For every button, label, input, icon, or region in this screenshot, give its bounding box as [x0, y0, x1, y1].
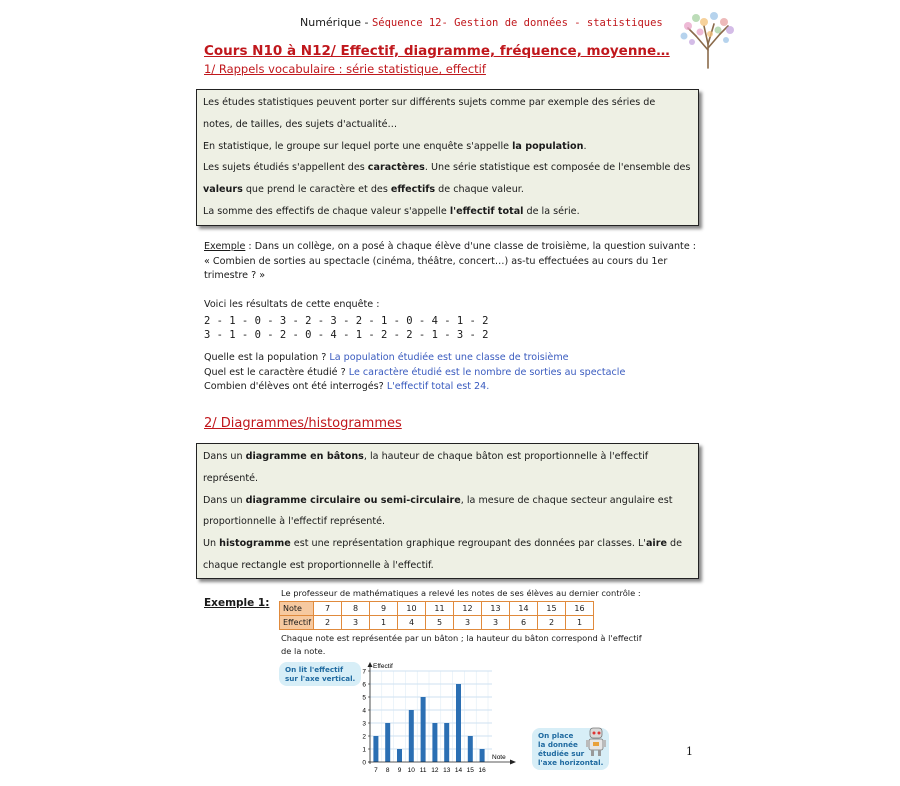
bubble-line: sur l'axe vertical. — [285, 674, 356, 683]
term-population: la population — [512, 140, 584, 152]
example-text: : Dans un collège, on a posé à chaque élève d'une classe de troisième, la question suivante : — [245, 241, 696, 252]
y-tick-label: 2 — [362, 733, 366, 741]
box-text: . — [583, 140, 587, 152]
x-tick-label: 9 — [397, 767, 402, 774]
bar — [397, 749, 402, 762]
y-axis-title: Effectif — [373, 663, 393, 670]
x-tick-label: 13 — [443, 767, 451, 774]
table-cell-note: 10 — [398, 602, 426, 616]
bar — [444, 723, 449, 762]
bubble-line: l'axe horizontal. — [538, 758, 604, 767]
question: Combien d'élèves ont été interrogés? — [204, 381, 387, 392]
answer: L'effectif total est 24. — [386, 381, 490, 392]
table-cell-effectif: 1 — [566, 616, 594, 630]
explanation-line: de la note. — [281, 645, 326, 656]
box-text: Les sujets étudiés s'appellent des — [203, 162, 368, 174]
y-tick-label: 6 — [362, 681, 366, 689]
x-tick-label: 10 — [407, 767, 415, 774]
term-caracteres: caractères — [367, 162, 425, 174]
x-tick-label: 14 — [454, 767, 463, 774]
y-axis-arrow — [368, 662, 373, 667]
definition-box-diagrams — [196, 443, 699, 579]
header-title: Séquence 12- Gestion de données - statistiques — [371, 17, 663, 29]
term-diagramme-circulaire: diagramme circulaire ou semi-circulaire — [245, 494, 461, 506]
qa-row — [204, 366, 625, 381]
bubble-line: étudiée sur — [538, 749, 585, 758]
box-line — [203, 157, 692, 179]
results-intro: Voici les résultats de cette enquête : — [204, 299, 380, 310]
example-line: trimestre ? » — [204, 270, 266, 281]
x-tick-label: 12 — [431, 767, 439, 774]
table-cell-effectif: 2 — [314, 616, 342, 630]
example1-label-text: Exemple 1 — [204, 597, 266, 609]
term-effectifs: effectifs — [390, 184, 436, 196]
table-cell-effectif: 3 — [342, 616, 370, 630]
box-text: que prend le caractère et des — [242, 184, 391, 196]
y-tick-label: 0 — [362, 759, 366, 767]
x-tick-label: 7 — [374, 767, 378, 774]
box-text: de la série. — [523, 205, 580, 217]
bar — [421, 697, 426, 762]
table-cell-note: 11 — [426, 602, 454, 616]
bubble-line: On lit l'effectif — [285, 665, 344, 674]
y-tick-label: 5 — [362, 694, 366, 702]
table-cell-note: 8 — [342, 602, 370, 616]
answer: La population étudiée est une classe de troisième — [329, 352, 569, 363]
box-text: Dans un — [203, 451, 246, 462]
explanation-line: Chaque note est représentée par un bâton ; la hauteur du bâton correspond à l'effectif — [281, 633, 642, 643]
table-cell-note: 13 — [482, 602, 510, 616]
example1-intro: Le professeur de mathématiques a relevé les notes de ses élèves au dernier contrôle : — [281, 588, 641, 598]
box-line: chaque rectangle est proportionnelle à l'effectif. — [203, 559, 434, 571]
table-cell-effectif: 4 — [398, 616, 426, 630]
x-tick-label: 8 — [385, 767, 390, 774]
example1-label — [204, 597, 269, 609]
box-line — [203, 446, 692, 468]
table-cell-effectif: 3 — [482, 616, 510, 630]
term-effectif-total: l'effectif total — [449, 205, 524, 217]
box-line — [203, 92, 692, 114]
bar — [409, 710, 414, 762]
qa-row — [204, 380, 625, 395]
sequence-row: 2 - 1 - 0 - 3 - 2 - 3 - 2 - 1 - 0 - 4 - 1 - 2 — [204, 315, 489, 327]
bar — [456, 684, 461, 762]
example-line: « Combien de sorties au spectacle (cinéma, théâtre, concert…) as-tu effectuées au cours du 1er — [204, 255, 668, 267]
box-text: , la hauteur de chaque bâton est proportionnelle à l'effectif — [363, 451, 649, 462]
box-line — [203, 533, 692, 555]
y-tick-label: 1 — [362, 746, 366, 754]
x-axis-title: Note — [492, 754, 506, 761]
example1-explanation — [281, 632, 642, 657]
table-header-effectif: Effectif — [280, 616, 314, 630]
box-line: proportionnelle à l'effectif représenté. — [203, 516, 386, 528]
x-tick-label: 11 — [419, 767, 427, 774]
table-cell-effectif: 1 — [370, 616, 398, 630]
table-row-notes — [280, 602, 594, 616]
term-diagramme-batons: diagramme en bâtons — [245, 451, 364, 462]
example1-colon: : — [265, 597, 270, 609]
bar — [480, 749, 485, 762]
qa-row — [204, 351, 625, 366]
example-label: Exemple — [204, 241, 246, 252]
box-text: En statistique, le groupe sur lequel porte une enquête s'appelle — [203, 140, 513, 152]
hint-bubble-vertical-axis — [279, 662, 361, 686]
box-line — [203, 114, 692, 136]
term-histogramme: histogramme — [219, 538, 291, 550]
header-prefix: Numérique - — [300, 16, 372, 29]
box-text: est une représentation graphique regroupant des données par classes. L' — [290, 538, 646, 550]
table-cell-note: 14 — [510, 602, 538, 616]
box-line — [203, 201, 692, 223]
table-cell-note: 9 — [370, 602, 398, 616]
page-number: 1 — [686, 745, 693, 758]
bubble-line: On place — [538, 731, 574, 740]
notes-table — [279, 601, 594, 630]
bar — [385, 723, 390, 762]
box-line — [203, 490, 692, 512]
table-row-effectifs — [280, 616, 594, 630]
box-line: représenté. — [203, 472, 259, 484]
y-tick-label: 7 — [362, 668, 366, 676]
bar — [468, 736, 473, 762]
term-aire: aire — [645, 538, 667, 550]
bar-chart-effectifs — [352, 662, 522, 778]
table-cell-effectif: 2 — [538, 616, 566, 630]
box-text: Dans un — [203, 494, 246, 506]
table-cell-note: 7 — [314, 602, 342, 616]
answer: Le caractère étudié est le nombre de sorties au spectacle — [348, 366, 626, 378]
definition-box-vocabulary — [196, 89, 699, 226]
box-text: Les études statistiques peuvent porter sur différents sujets comme par exemple des séries de — [203, 97, 656, 108]
table-cell-note: 15 — [538, 602, 566, 616]
robot-mascot-icon — [585, 726, 607, 758]
sequence-row: 3 - 1 - 0 - 2 - 0 - 4 - 1 - 2 - 2 - 1 - 3 - 2 — [204, 329, 489, 341]
results-sequence — [204, 314, 488, 342]
x-axis-arrow — [510, 760, 516, 765]
tree-logo — [676, 6, 740, 70]
box-text: La somme des effectifs de chaque valeur s'appelle — [203, 205, 450, 217]
page-header — [300, 16, 663, 29]
term-valeurs: valeurs — [203, 184, 243, 196]
example-intro — [204, 240, 696, 284]
questions-answers — [204, 351, 625, 395]
y-tick-label: 3 — [362, 720, 366, 728]
table-cell-effectif: 6 — [510, 616, 538, 630]
section1-title: 1/ Rappels vocabulaire : série statistique, effectif — [204, 62, 486, 76]
box-text: de — [666, 538, 683, 550]
y-tick-label: 4 — [362, 707, 366, 715]
bubble-line: la donnée — [538, 740, 578, 749]
question: Quelle est la population ? — [204, 352, 330, 363]
box-text: , la mesure de chaque secteur angulaire est — [460, 494, 673, 506]
table-header-note: Note — [280, 602, 314, 616]
box-text: de chaque valeur. — [435, 184, 524, 196]
table-cell-effectif: 3 — [454, 616, 482, 630]
box-text: . Une série statistique est composée de l'ensemble des — [424, 162, 691, 174]
bar — [432, 723, 437, 762]
question: Quel est le caractère étudié ? — [204, 366, 349, 378]
section2-title: 2/ Diagrammes/histogrammes — [204, 416, 402, 431]
bar — [373, 736, 378, 762]
course-title: Cours N10 à N12/ Effectif, diagramme, fréquence, moyenne… — [204, 43, 670, 59]
box-text: Un — [203, 538, 220, 550]
table-cell-note: 16 — [566, 602, 594, 616]
example-line — [204, 240, 696, 255]
table-cell-effectif: 5 — [426, 616, 454, 630]
box-line — [203, 179, 692, 201]
x-tick-label: 15 — [466, 767, 474, 774]
box-line — [203, 136, 692, 158]
box-text: notes, de tailles, des sujets d'actualité… — [203, 118, 398, 130]
table-cell-note: 12 — [454, 602, 482, 616]
x-tick-label: 16 — [478, 767, 486, 774]
